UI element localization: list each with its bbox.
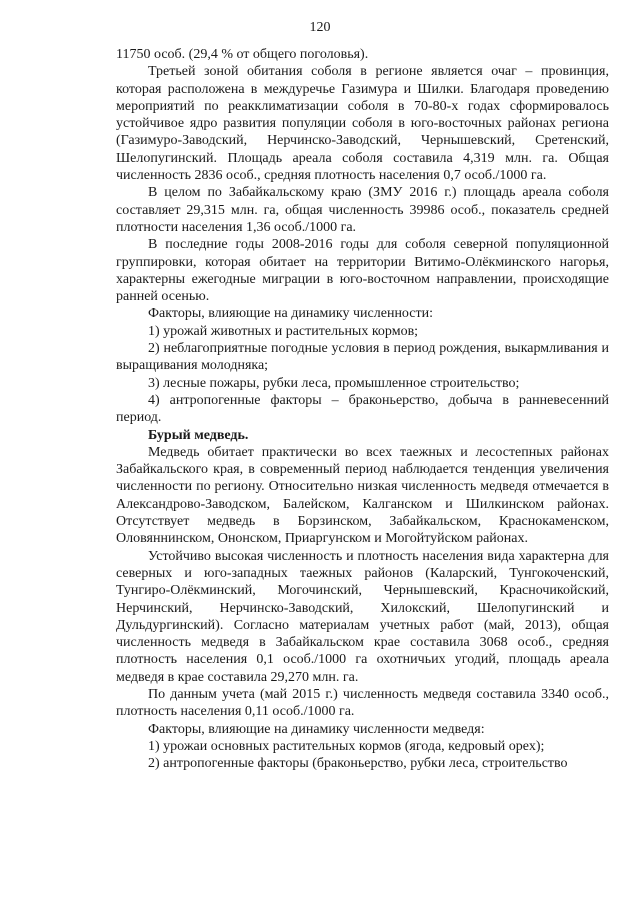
paragraph-bear-habitat: Медведь обитает практически во всех таежных и лесостепных районах Забайкальского края, в современный период наблюдается тенденция увеличения численности по региону. Относительно низкая численность медведя отмечается в Александрово-Заводском, Балейском, Калганском и Шилкинском районах. Отсутствует медведь в Борзинском, Забайкальском, Краснокаменском, Оловяннинском, Ононском, Приаргунском и Могойтуйском районах.	[116, 444, 609, 547]
paragraph-bear-density: Устойчиво высокая численность и плотность населения вида характерна для северных и юго-западных таежных районов (Каларский, Тунгокоченский, Тунгиро-Олёкминский, Могочинский, Чернышевский, Красночикойский, Нерчинский, Нерчинско-Заводский, Хилокский, Шелопугинский и Дульдургинский). Согласно материалам учетных работ (май, 2013), общая численность медведя в Забайкальском крае составила 3068 особ., средняя плотность населения 0,1 особ./1000 га охотничьих угодий, площадь ареала медведя в крае составила 29,270 млн. га.	[116, 548, 609, 685]
paragraph-third-zone: Третьей зоной обитания соболя в регионе является очаг – провинция, которая расположена в междуречье Газимура и Шилки. Благодаря проведению мероприятий по реакклиматизации соболя в 70-80-х годах сформировалось устойчивое ядро развития популяции соболя в юго-восточных районах региона (Газимуро-Заводский, Нерчинско-Заводский, Чернышевский, Сретенский, Шелопугинский. Площадь ареала соболя составила 4,319 млн. га. Общая численность 2836 особ., средняя плотность населения 0,7 особ./1000 га.	[116, 64, 609, 184]
list-item: 1) урожай животных и растительных кормов;	[148, 323, 419, 339]
list-item: 4) антропогенные факторы – браконьерство, добыча в ранневесенний период.	[116, 392, 609, 426]
paragraph-migrations: В последние годы 2008-2016 годы для соболя северной популяционной группировки, которая обитает на территории Витимо-Олёкминского нагорья, характерны ежегодные миграции в юго-восточном направлении, происходящие ранней осенью.	[116, 237, 609, 305]
list-item: 3) лесные пожары, рубки леса, промышленное строительство;	[148, 375, 520, 391]
paragraph-continuation: 11750 особ. (29,4 % от общего поголовья).	[116, 47, 369, 62]
list-item: 1) урожаи основных растительных кормов (ягода, кедровый орех);	[148, 738, 545, 754]
paragraph-region-total: В целом по Забайкальскому краю (ЗМУ 2016 г.) площадь ареала соболя составляет 29,315 млн. га, общая численность 39986 особ., показатель средней плотности населения 1,36 особ./1000 га.	[116, 185, 609, 235]
paragraph-bear-factors-heading: Факторы, влияющие на динамику численности медведя:	[148, 721, 485, 737]
document-body	[116, 46, 609, 772]
page-number: 120	[309, 20, 331, 35]
list-item: 2) неблагоприятные погодные условия в период рождения, выкармливания и выращивания молодняка;	[116, 341, 609, 374]
list-item: 2) антропогенные факторы (браконьерство, рубки леса, строительство	[148, 756, 568, 772]
paragraph-factors-heading: Факторы, влияющие на динамику численности:	[148, 306, 433, 322]
paragraph-bear-census-2015: По данным учета (май 2015 г.) численность медведя составила 3340 особ., плотность населения 0,11 особ./1000 га.	[116, 686, 609, 720]
section-heading-brown-bear: Бурый медведь.	[148, 427, 249, 443]
